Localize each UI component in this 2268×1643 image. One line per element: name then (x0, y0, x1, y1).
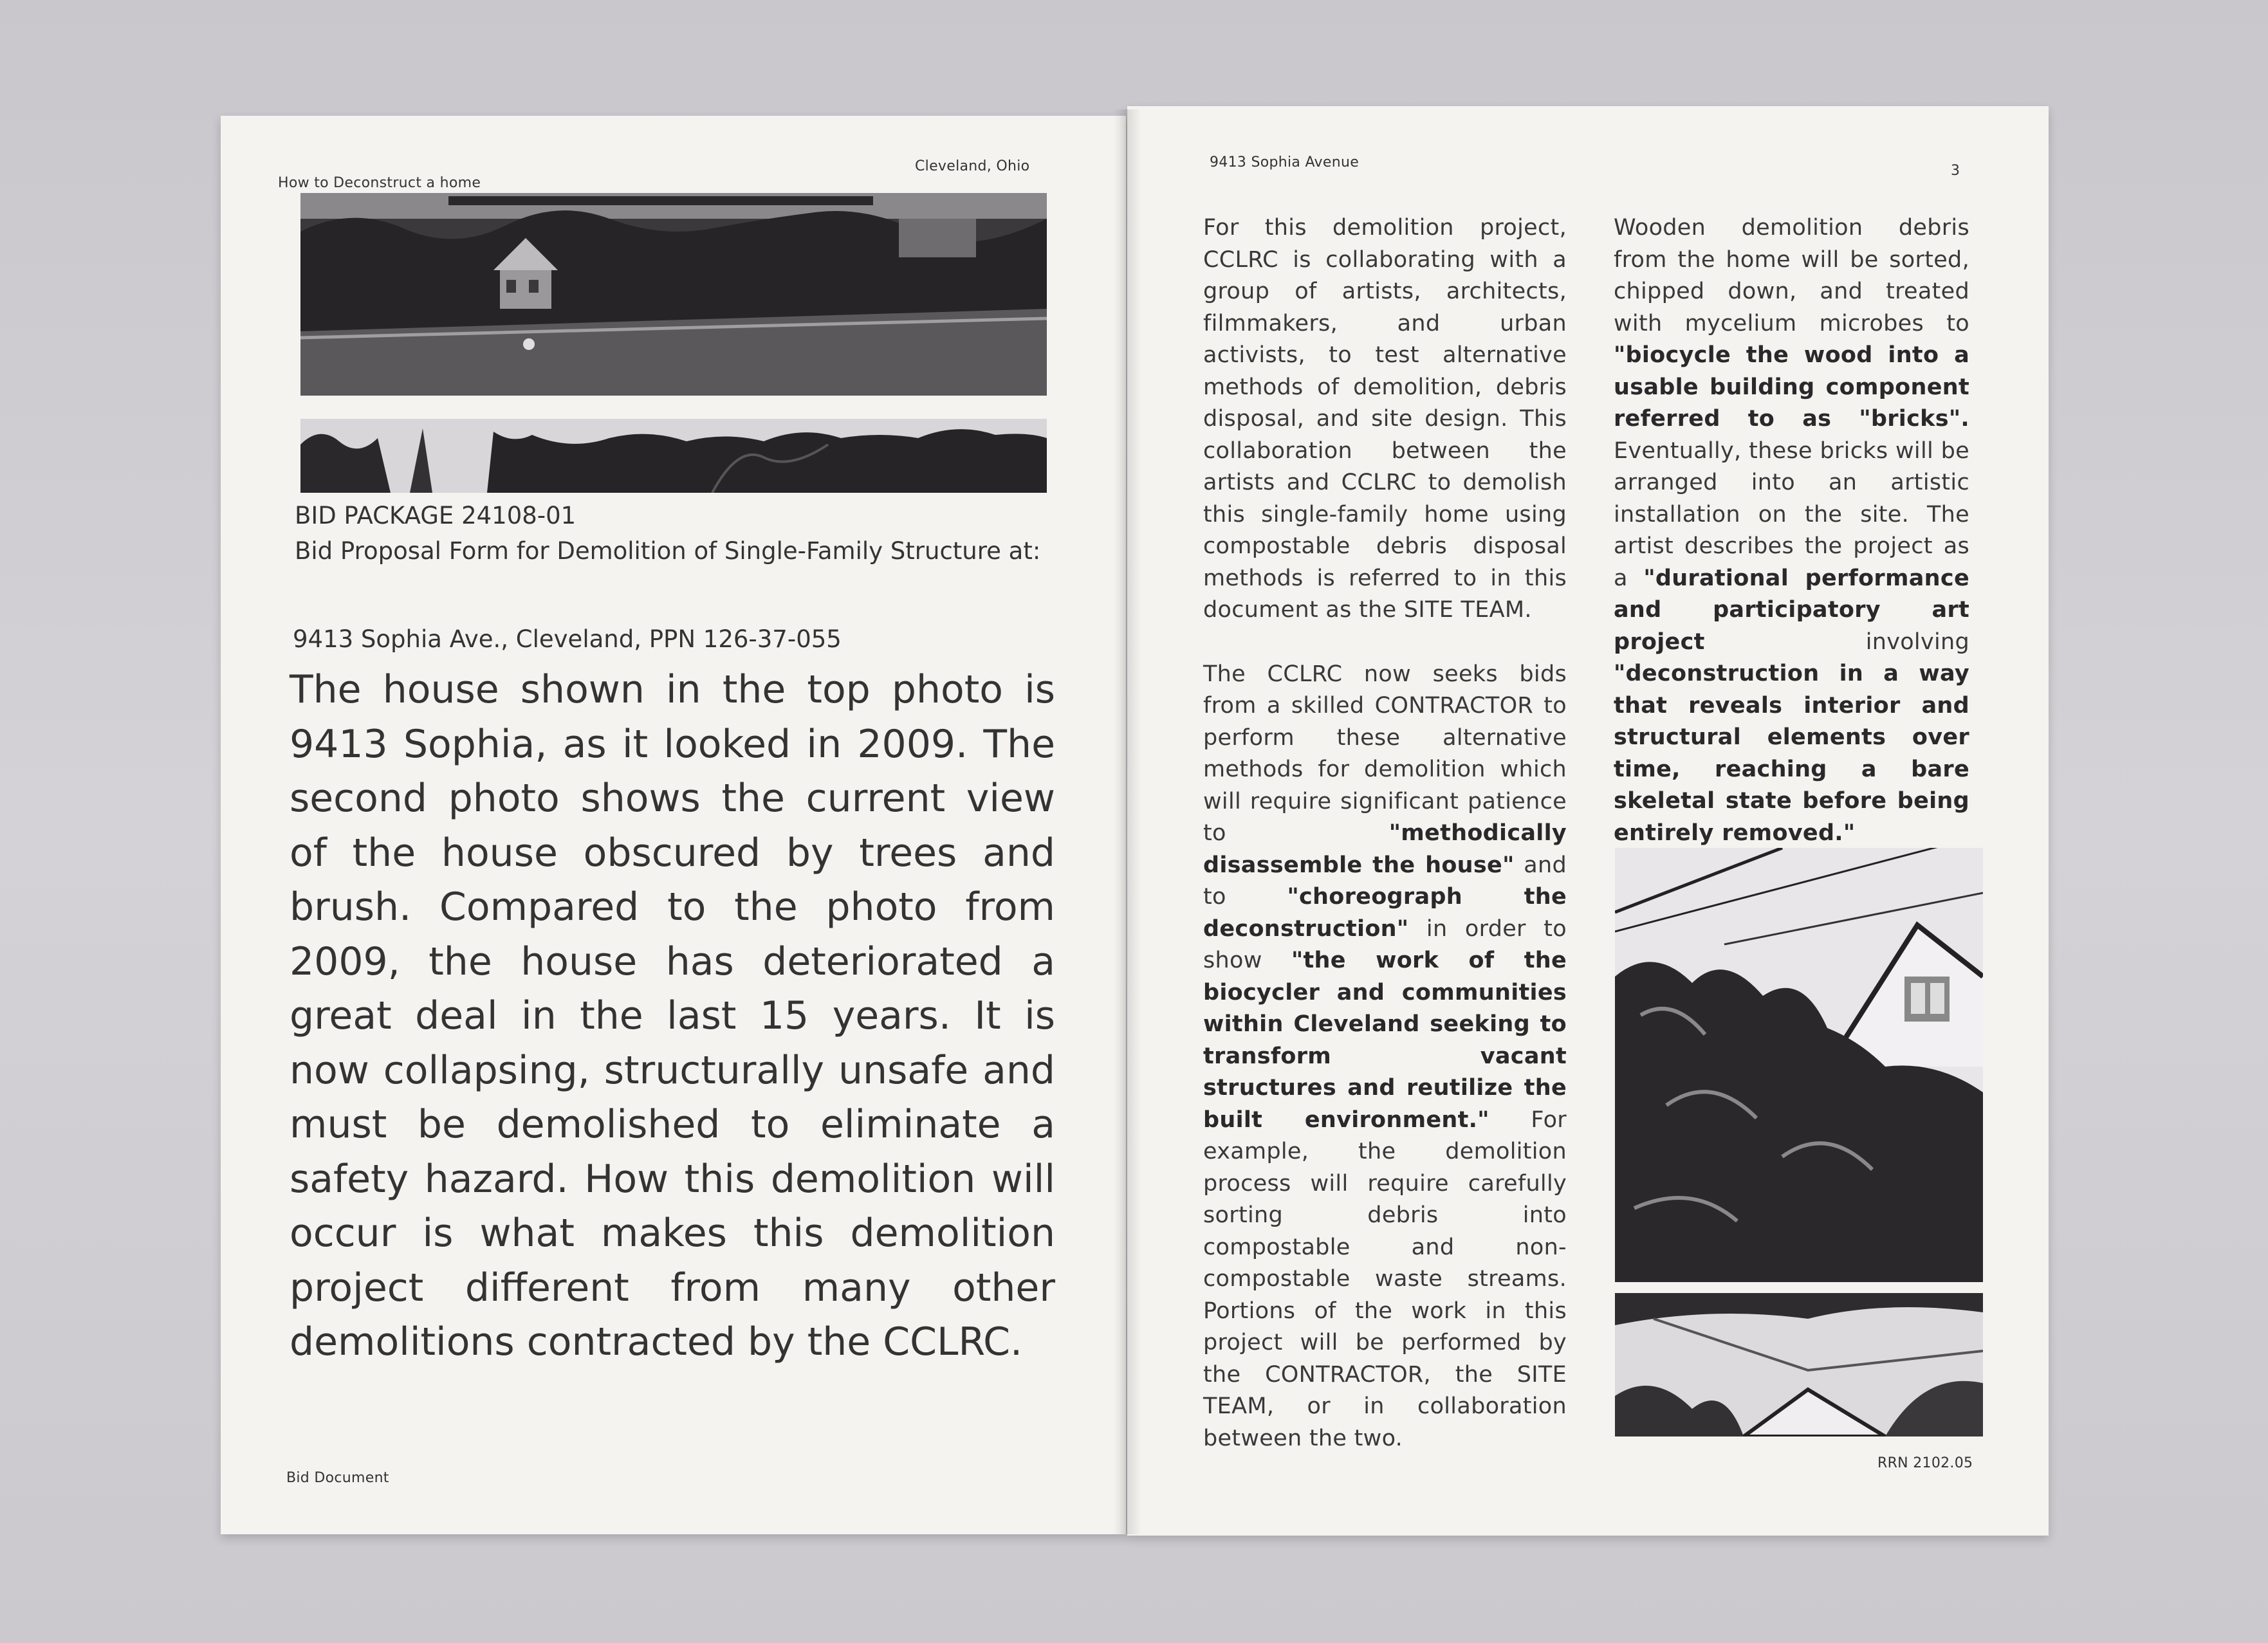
text-column-2 (1614, 212, 1969, 849)
house-roof-photo (1615, 1293, 1983, 1436)
house-photo-current (300, 419, 1047, 493)
right-running-header: 9413 Sophia Avenue (1210, 154, 1360, 170)
column1-paragraph-2: The CCLRC now seeks bids from a skilled CONTRACTOR to perform these alternative methods for demolition which will require significant patience to "methodically disassemble the house" and to "choreograph the deconstruction" in order to show "the work of the biocycler and communities within Cleveland seeking to transform vacant structures and reutilize the built environment." For example, the demolition process will require carefully sorting debris into compostable and non-compostable waste streams. Portions of the work in this project will be performed by the CONTRACTOR, the SITE TEAM, or in collaboration between the two. (1203, 661, 1567, 1451)
page-number: 3 (1951, 163, 1960, 179)
left-location-header: Cleveland, Ohio (915, 158, 1030, 174)
lead-paragraph: The house shown in the top photo is 9413 Sophia, as it looked in 2009. The second photo shows the current view of the house obscured by trees and brush. Compared to the photo from 2009, the house has deteriorated a great deal in the last 15 years. It is now collapsing, structurally unsafe and must be demolished to eliminate a safety hazard. How this demolition will occur is what makes this demolition project different from many other demolitions contracted by the CCLRC. (290, 667, 1055, 1364)
right-footer-code: RRN 2102.05 (1877, 1455, 1973, 1471)
column2-paragraph: Wooden demolition debris from the home will be sorted, chipped down, and treated with mycelium microbes to "biocycle the wood into a usable building component referred to as "bricks". Eventually, these bricks will be arranged into an artistic installation on the site. The artist describes the project as a "durational performance and participatory art project involving "deconstruction in a way that reveals interior and structural elements over time, reaching a bare skeletal state before being entirely removed." (1614, 215, 1969, 846)
house-photo-2009 (300, 193, 1047, 396)
left-running-header: How to Deconstruct a home (278, 175, 481, 191)
site-address: 9413 Sophia Ave., Cleveland, PPN 126-37-055 (293, 625, 842, 653)
book-gutter (1113, 109, 1141, 1534)
left-footer: Bid Document (286, 1470, 389, 1486)
bid-proposal-title: Bid Proposal Form for Demolition of Single-Family Structure at: (295, 537, 1041, 565)
text-column-1 (1203, 212, 1567, 1455)
column1-paragraph-1: For this demolition project, CCLRC is collaborating with a group of artists, architects, filmmakers, and urban activists, to test alternative methods of demolition, debris disposal, and site design. This collaboration between the artists and CCLRC to demolish this single-family home using compostable debris disposal methods is referred to in this document as the SITE TEAM. (1203, 215, 1567, 623)
bid-package-number: BID PACKAGE 24108-01 (295, 502, 576, 529)
house-gable-photo (1615, 848, 1983, 1282)
